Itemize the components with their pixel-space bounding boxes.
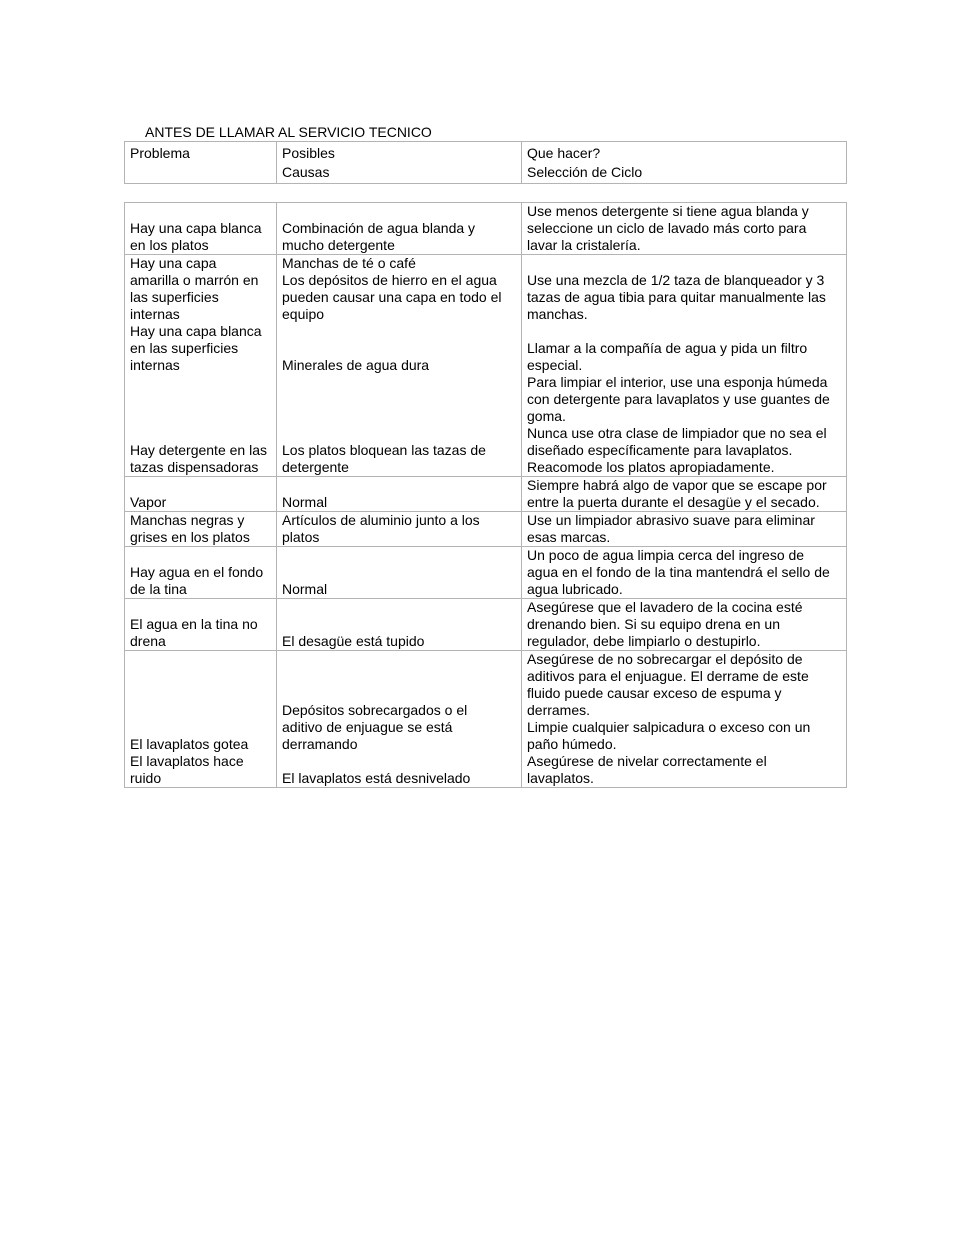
cause-cell: El desagüe está tupido — [277, 599, 522, 651]
action-cell: Use una mezcla de 1/2 taza de blanqueador y 3 tazas de agua tibia para quitar manualmente las manchas. Llamar a la compañía de agua y pida un filtro especial. Para limpiar el interior, use una esponja húmeda con detergente para lavaplatos y use guantes de goma. Nunca use otra clase de limpiador que no sea el diseñado específicamente para lavaplatos. Reacomode los platos apropiadamente. — [522, 255, 847, 477]
cause-cell: Depósitos sobrecargados o el aditivo de enjuague se está derramando El lavaplatos está desnivelado — [277, 651, 522, 788]
cause-cell: Normal — [277, 547, 522, 599]
cause-cell: Artículos de aluminio junto a los platos — [277, 512, 522, 547]
troubleshooting-table — [124, 202, 847, 788]
header-causes: Posibles Causas — [277, 142, 522, 184]
problem-cell: Hay una capa amarilla o marrón en las superficies internas Hay una capa blanca en las superficies internas Hay detergente en las tazas dispensadoras — [125, 255, 277, 477]
problem-cell: Hay agua en el fondo de la tina — [125, 547, 277, 599]
table-row — [125, 203, 847, 255]
problem-cell: Vapor — [125, 477, 277, 512]
problem-cell: El agua en la tina no drena — [125, 599, 277, 651]
action-cell: Asegúrese de no sobrecargar el depósito de aditivos para el enjuague. El derrame de este fluido puede causar exceso de espuma y derrames. Limpie cualquier salpicadura o exceso con un paño húmedo. Asegúrese de nivelar correctamente el lavaplatos. — [522, 651, 847, 788]
header-table — [124, 141, 847, 184]
header-problem: Problema — [125, 142, 277, 184]
table-row — [125, 651, 847, 788]
cause-cell: Normal — [277, 477, 522, 512]
cause-cell: Combinación de agua blanda y mucho detergente — [277, 203, 522, 255]
table-row — [125, 599, 847, 651]
action-cell: Use menos detergente si tiene agua blanda y seleccione un ciclo de lavado más corto para lavar la cristalería. — [522, 203, 847, 255]
header-row — [125, 142, 847, 184]
table-row — [125, 547, 847, 599]
action-cell: Siempre habrá algo de vapor que se escape por entre la puerta durante el desagüe y el secado. — [522, 477, 847, 512]
cause-cell: Manchas de té o café Los depósitos de hierro en el agua pueden causar una capa en todo el equipo Minerales de agua dura Los platos bloquean las tazas de detergente — [277, 255, 522, 477]
action-cell: Use un limpiador abrasivo suave para eliminar esas marcas. — [522, 512, 847, 547]
problem-cell: Hay una capa blanca en los platos — [125, 203, 277, 255]
table-row — [125, 477, 847, 512]
header-action: Que hacer? Selección de Ciclo — [522, 142, 847, 184]
page-title: ANTES DE LLAMAR AL SERVICIO TECNICO — [145, 124, 432, 140]
table-row — [125, 512, 847, 547]
table-row — [125, 255, 847, 477]
problem-cell: Manchas negras y grises en los platos — [125, 512, 277, 547]
action-cell: Asegúrese que el lavadero de la cocina esté drenando bien. Si su equipo drena en un regulador, debe limpiarlo o destupirlo. — [522, 599, 847, 651]
action-cell: Un poco de agua limpia cerca del ingreso de agua en el fondo de la tina mantendrá el sello de agua lubricado. — [522, 547, 847, 599]
problem-cell: El lavaplatos gotea El lavaplatos hace ruido — [125, 651, 277, 788]
